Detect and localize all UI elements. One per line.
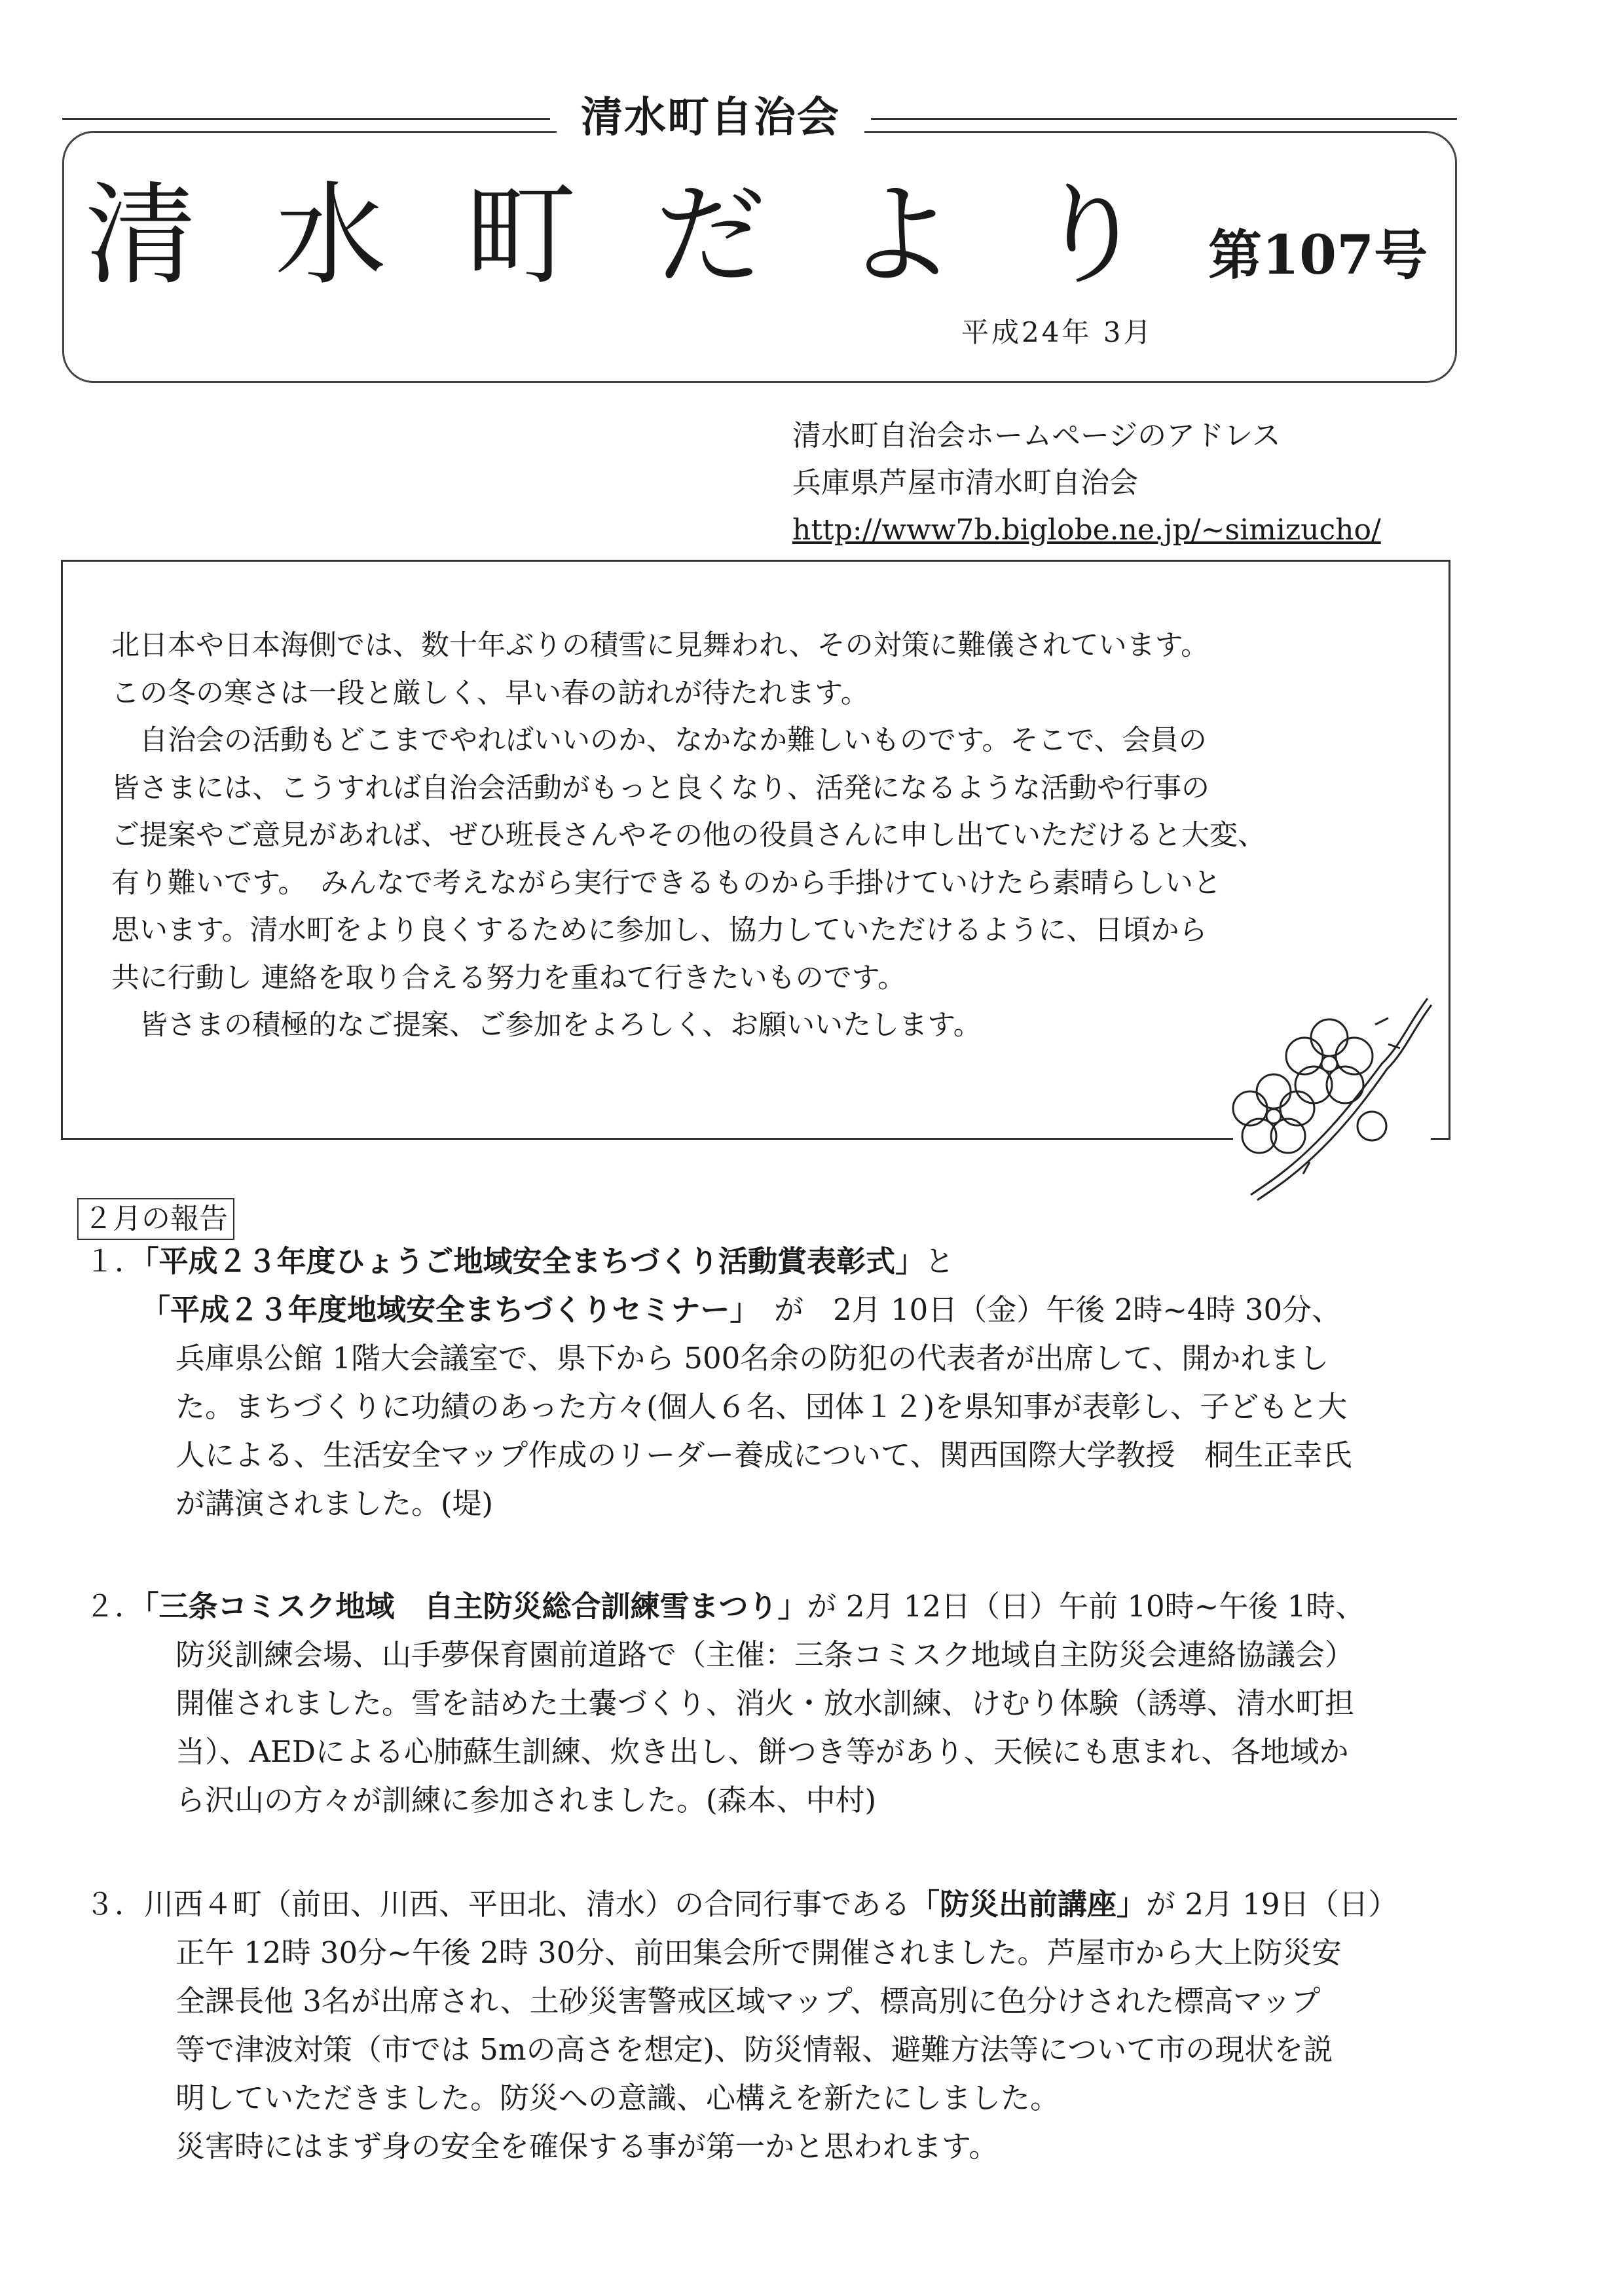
report-item-1-line: 人による、生活安全マップ作成のリーダー養成について、関西国際大学教授 桐生正幸氏 [175,1438,1352,1472]
report-item-2-line: 防災訓練会場、山手夢保育園前道路で（主催：三条コミスク地域自主防災会連絡協議会） [175,1637,1355,1672]
item-number: ２． [85,1589,145,1624]
greeting-line: 自治会の活動もどこまでやればいいのか、なかなか難しいものです。そこで、会員の [111,724,1207,757]
item-text: 川西４町（前田、川西、平田北、清水）の合同行事である [144,1887,911,1922]
report-item-3-line: 災害時にはまず身の安全を確保する事が第一かと思われます。 [175,2129,999,2164]
greeting-line: この冬の寒さは一段と厳しく、早い春の訪れが待たれます。 [111,676,869,710]
homepage-info [792,412,1381,554]
report-item-1-line: 兵庫県公館 1階大会議室で、県下から 500名余の防犯の代表者が出席して、開かれまし [175,1341,1329,1376]
report-item-1-line: が講演されました。(堤) [175,1486,494,1521]
organization-name: 清水町自治会 [557,92,864,144]
report-item-2-line: 当）、AEDによる心肺蘇生訓練、炊き出し、餅つき等があり、天候にも恵まれ、各地域か [175,1734,1349,1769]
report-item-3-line: 等で津波対策（市では 5mの高さを想定)、防災情報、避難方法等について市の現状を説 [175,2032,1333,2067]
greeting-line: 有り難いです。 みんなで考えながら実行できるものから手掛けていけたら素晴らしいと [111,866,1222,900]
report-item-3-line [85,1880,1398,1929]
greeting-line: 北日本や日本海側では、数十年ぶりの積雪に見舞われ、その対策に難儀されています。 [111,629,1209,662]
report-item-3-line: 明していただきました。防災への意識、心構えを新たにしました。 [175,2081,1060,2115]
item-text: が 2月 10日（金）午後 2時~4時 30分、 [745,1292,1342,1327]
homepage-org: 兵庫県芦屋市清水町自治会 [792,466,1138,500]
header-rule-left [62,118,550,120]
greeting-line: 皆さまには、こうすれば自治会活動がもっと良くなり、活発になるような活動や行事の [111,771,1209,805]
item-number: ３． [85,1887,145,1922]
report-item-3-line: 正午 12時 30分~午後 2時 30分、前田集会所で開催されました。芦屋市から大上防災安 [175,1935,1342,1970]
report-item-1-line [141,1286,1341,1334]
newsletter-title: 清水町だより [85,171,1225,301]
issue-number: 第107号 [1208,224,1428,287]
report-item-2-line [85,1582,1365,1631]
plum-blossom-illustration [1211,985,1437,1208]
homepage-label: 清水町自治会ホームページのアドレス [792,419,1281,452]
item-connector: と [925,1244,955,1279]
item-text: が 2月 19日（日） [1146,1887,1398,1922]
item-title: 「平成２３年度地域安全まちづくりセミナー」 [141,1292,745,1327]
item-title: 「三条コミスク地域 自主防災総合訓練雪まつり」 [144,1589,807,1624]
greeting-line: 思います。清水町をより良くするために参加し、協力していただけるように、日頃から [111,914,1208,947]
item-text: が 2月 12日（日）午前 10時~午後 1時、 [807,1589,1365,1624]
item-title: 「防災出前講座」 [910,1887,1147,1922]
report-item-2-line: 開催されました。雪を詰めた土嚢づくり、消火・放水訓練、けむり体験（誘導、清水町担 [175,1686,1355,1721]
report-item-1-line: た。まちづくりに功績のあった方々(個人６名、団体１２)を県知事が表彰し、子どもと大 [175,1389,1348,1424]
greeting-frame-bottom-left [61,1138,1233,1140]
report-item-1-line [85,1237,954,1286]
report-heading: ２月の報告 [77,1198,234,1240]
greeting-line: ご提案やご意見があれば、ぜひ班長さんやその他の役員さんに申し出ていただけると大変、 [111,819,1266,852]
issue-date: 平成24年 3月 [961,316,1154,348]
report-item-2-line: ら沢山の方々が訓練に参加されました。(森本、中村) [175,1783,877,1817]
header-rule-right [871,118,1457,120]
report-item-3-line: 全課長他 3名が出席され、土砂災害警戒区域マップ、標高別に色分けされた標高マップ [175,1984,1321,2018]
item-number: １． [85,1244,145,1279]
homepage-url[interactable]: http://www7b.biglobe.ne.jp/~simizucho/ [792,513,1381,547]
greeting-line: 皆さまの積極的なご提案、ご参加をよろしく、お願いいたします。 [111,1009,982,1042]
greeting-line: 共に行動し 連絡を取り合える努力を重ねて行きたいものです。 [111,961,906,994]
item-title: 「平成２３年度ひょうご地域安全まちづくり活動賞表彰式」 [144,1244,925,1279]
